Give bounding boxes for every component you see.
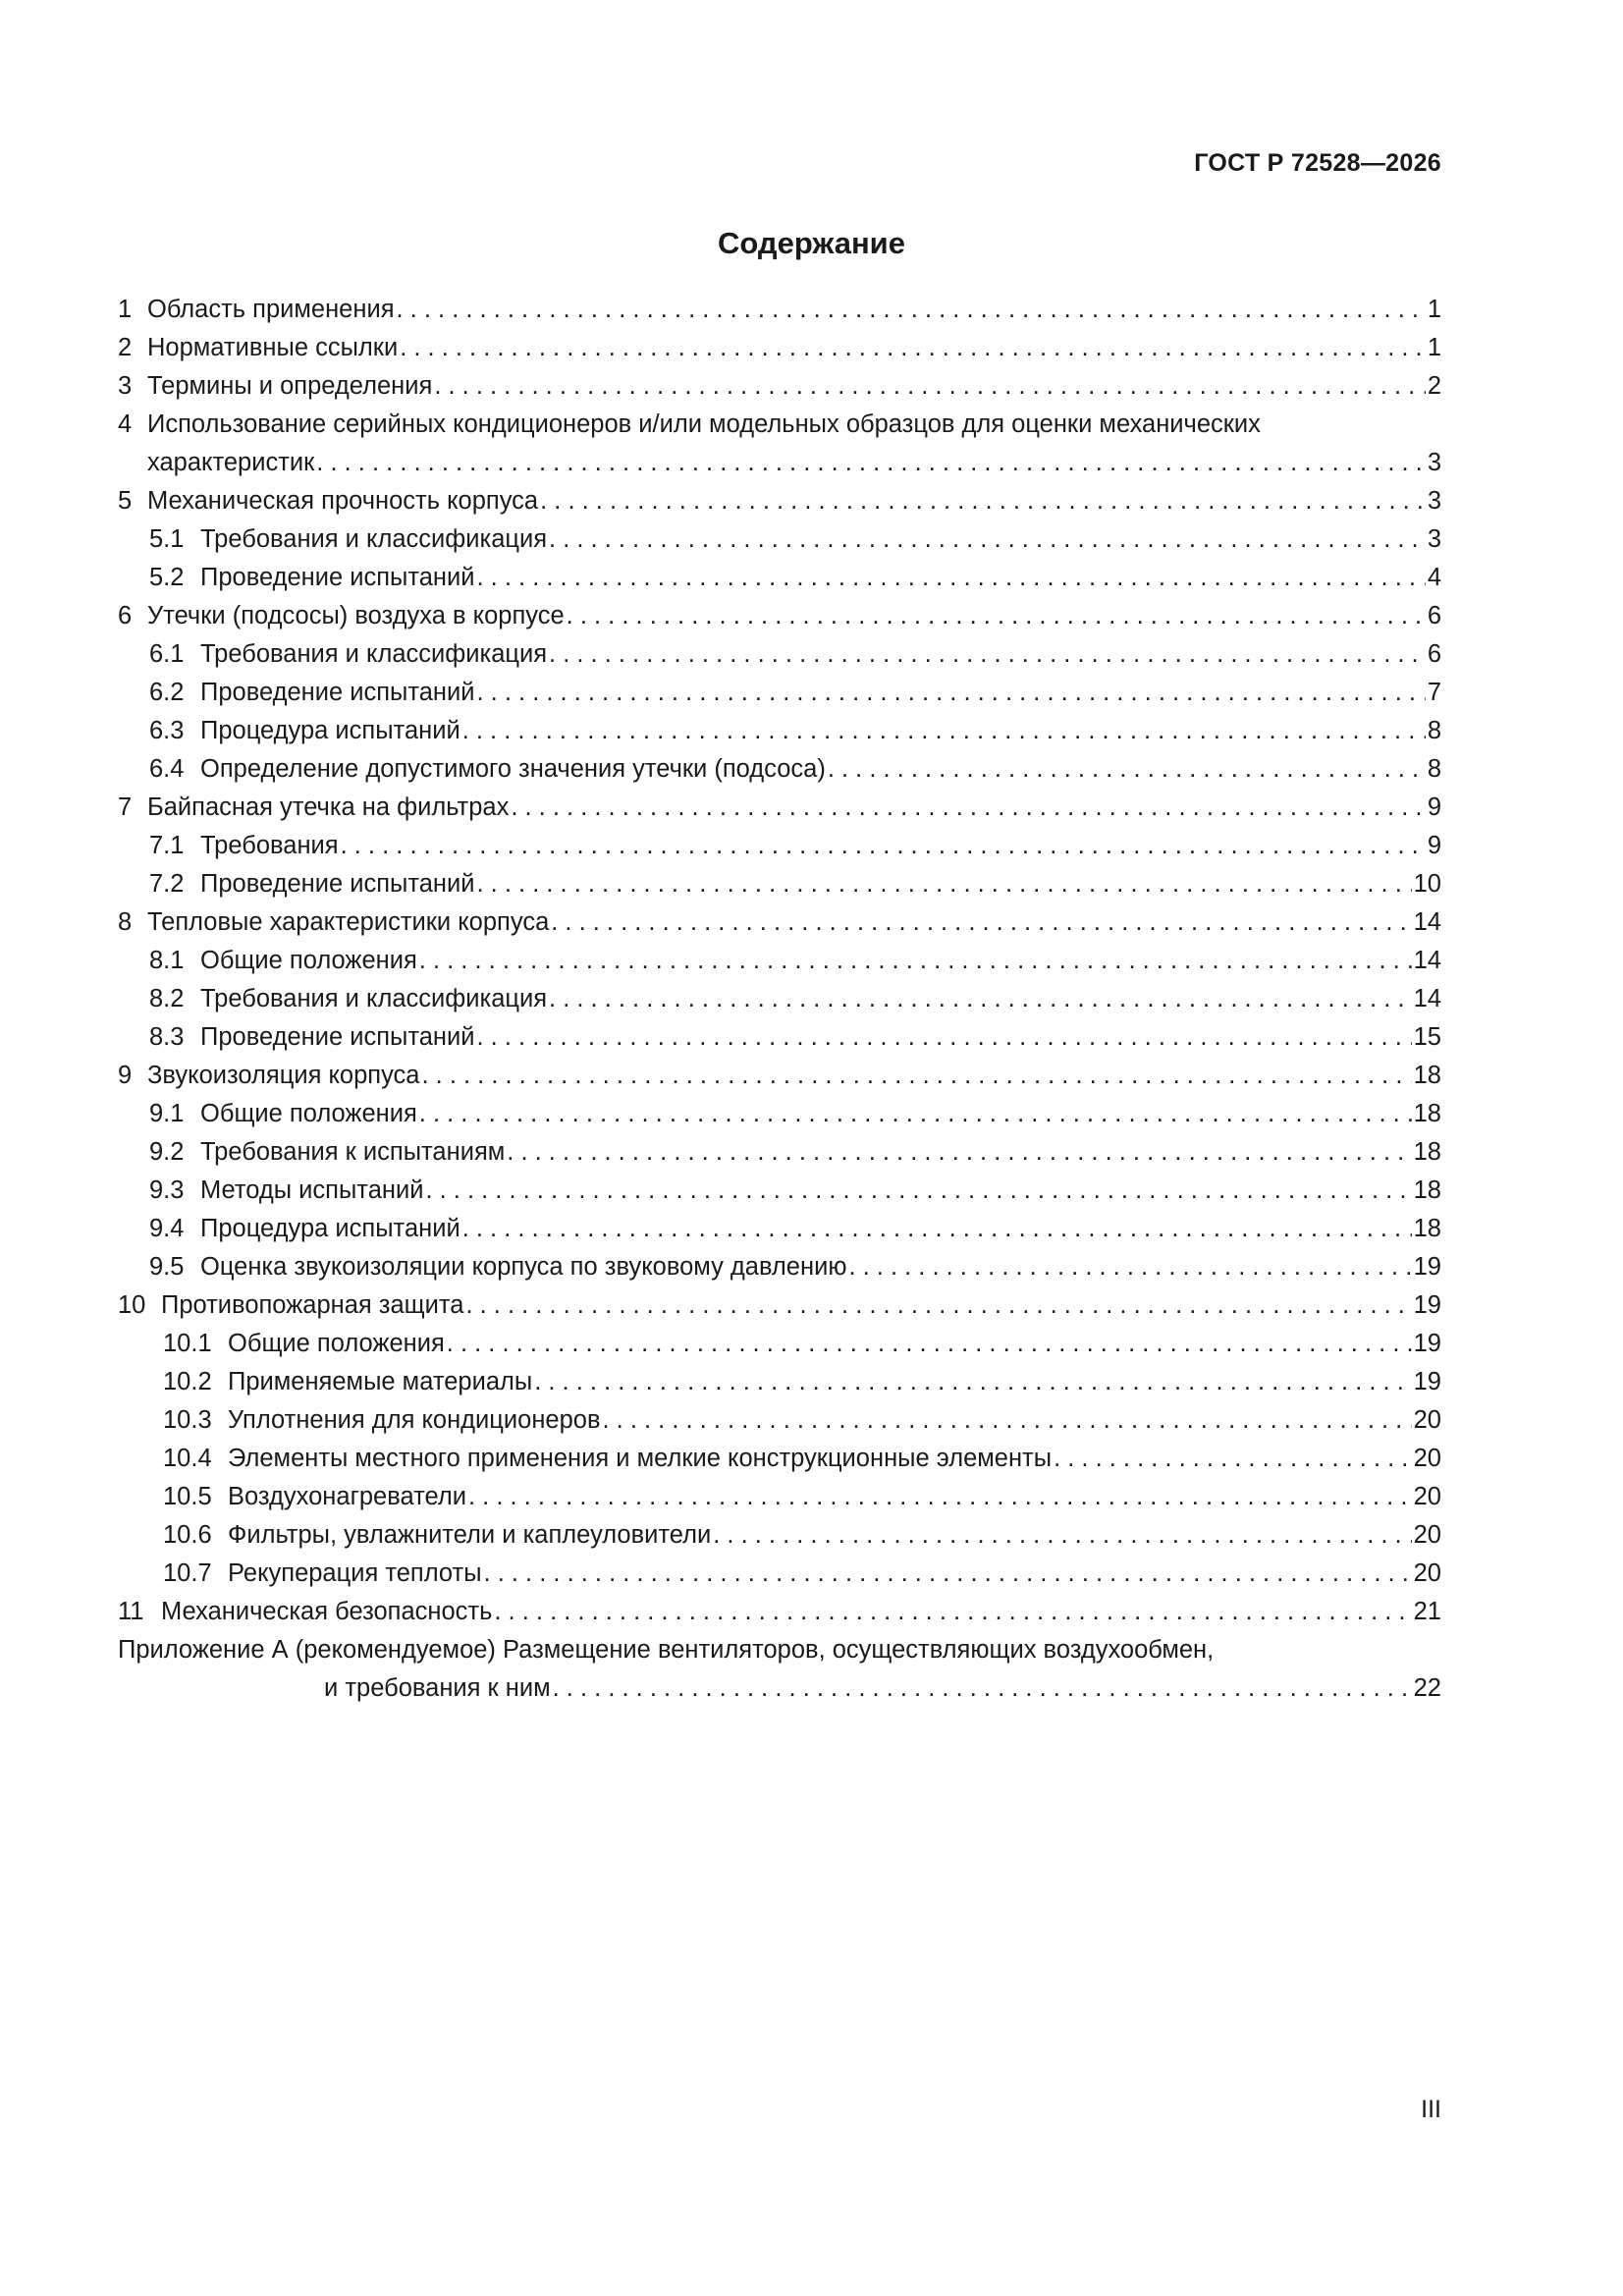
toc-number: 6.4 bbox=[149, 755, 185, 783]
toc-title: Уплотнения для кондиционеров bbox=[228, 1406, 601, 1434]
toc-leader bbox=[509, 789, 1425, 827]
toc-appendix-title: Приложение А (рекомендуемое) Размещение вентиляторов, осуществляющих воздухообмен, bbox=[118, 1636, 1215, 1664]
toc-page: 3 bbox=[1427, 449, 1441, 476]
toc-number: 9 bbox=[118, 1062, 133, 1089]
toc-page: 20 bbox=[1413, 1445, 1441, 1472]
toc-number: 3 bbox=[118, 372, 133, 400]
toc-page: 18 bbox=[1413, 1100, 1441, 1127]
toc-page: 19 bbox=[1413, 1253, 1441, 1281]
toc-title: Методы испытаний bbox=[200, 1176, 424, 1204]
toc-entry[interactable] bbox=[118, 980, 1441, 1018]
toc-title: Рекуперация теплоты bbox=[228, 1559, 482, 1587]
toc-title: Оценка звукоизоляции корпуса по звуковому давлению bbox=[200, 1253, 847, 1281]
toc-title: Требования и классификация bbox=[200, 640, 548, 668]
toc-leader bbox=[314, 444, 1426, 482]
toc-leader bbox=[475, 865, 1412, 903]
toc-title: Общие положения bbox=[228, 1330, 445, 1357]
toc-number: 8.3 bbox=[149, 1023, 185, 1051]
toc-number: 6 bbox=[118, 602, 133, 629]
toc-title: Утечки (подсосы) воздуха в корпусе bbox=[147, 602, 565, 629]
toc-title: Тепловые характеристики корпуса bbox=[147, 908, 550, 936]
toc-title: Требования и классификация bbox=[200, 985, 548, 1012]
toc-page: 8 bbox=[1427, 717, 1441, 744]
toc-page: 6 bbox=[1427, 602, 1441, 629]
toc-title: Общие положения bbox=[200, 1100, 417, 1127]
toc-page: 19 bbox=[1413, 1330, 1441, 1357]
toc-number: 9.2 bbox=[149, 1138, 185, 1166]
page-title: Содержание bbox=[718, 226, 905, 260]
toc-title: Проведение испытаний bbox=[200, 679, 475, 706]
toc-number: 10 bbox=[118, 1291, 146, 1319]
toc-leader bbox=[565, 597, 1426, 635]
toc-leader bbox=[547, 635, 1426, 674]
toc-leader bbox=[711, 1516, 1411, 1555]
toc-page: 3 bbox=[1427, 487, 1441, 515]
toc-page: 3 bbox=[1427, 525, 1441, 553]
toc-number: 10.2 bbox=[163, 1368, 212, 1395]
toc-title: Требования и классификация bbox=[200, 525, 548, 553]
toc-title: Область применения bbox=[147, 296, 395, 323]
toc-page: 6 bbox=[1427, 640, 1441, 668]
toc-title: Процедура испытаний bbox=[200, 1215, 460, 1242]
toc-leader bbox=[417, 1095, 1412, 1133]
toc-leader bbox=[532, 1363, 1411, 1401]
toc-entry[interactable] bbox=[118, 865, 1441, 903]
toc-number: 11 bbox=[118, 1598, 144, 1625]
toc-page: 4 bbox=[1427, 564, 1441, 591]
toc-title: Механическая безопасность bbox=[161, 1598, 493, 1625]
toc-title: Проведение испытаний bbox=[200, 870, 475, 898]
toc-entry[interactable] bbox=[118, 674, 1441, 712]
toc-entry[interactable] bbox=[118, 559, 1441, 597]
toc-number: 7.1 bbox=[149, 832, 185, 859]
toc-entry[interactable] bbox=[118, 1210, 1441, 1248]
toc-page: 8 bbox=[1427, 755, 1441, 783]
toc-page: 18 bbox=[1413, 1138, 1441, 1166]
toc-page: 9 bbox=[1427, 832, 1441, 859]
toc-leader bbox=[547, 520, 1426, 559]
toc-entry[interactable] bbox=[118, 827, 1441, 865]
toc-leader bbox=[417, 942, 1412, 980]
toc-entry[interactable] bbox=[118, 1057, 1441, 1095]
toc-entry[interactable] bbox=[118, 1478, 1441, 1516]
toc-number: 4 bbox=[118, 410, 133, 438]
toc-entry[interactable] bbox=[118, 1401, 1441, 1440]
toc-number: 5 bbox=[118, 487, 133, 515]
toc-leader bbox=[475, 674, 1426, 712]
toc-page: 18 bbox=[1413, 1062, 1441, 1089]
toc-entry[interactable] bbox=[118, 635, 1441, 674]
toc-number: 5.1 bbox=[149, 525, 185, 553]
toc-leader bbox=[475, 559, 1426, 597]
toc-leader bbox=[460, 712, 1426, 750]
toc-leader bbox=[398, 329, 1426, 367]
toc-entry[interactable] bbox=[118, 903, 1441, 942]
toc-entry[interactable] bbox=[118, 367, 1441, 406]
toc-entry[interactable] bbox=[118, 1440, 1441, 1478]
toc-leader bbox=[463, 1286, 1411, 1325]
toc-number: 6.1 bbox=[149, 640, 185, 668]
toc-number: 10.5 bbox=[163, 1483, 212, 1510]
toc-entry[interactable] bbox=[118, 1172, 1441, 1210]
toc-page: 7 bbox=[1427, 679, 1441, 706]
toc-appendix-line1[interactable] bbox=[118, 1631, 1441, 1669]
toc-title: Элементы местного применения и мелкие конструкционные элементы bbox=[228, 1445, 1053, 1472]
toc-number: 5.2 bbox=[149, 564, 185, 591]
document-designation: ГОСТ Р 72528—2026 bbox=[1194, 149, 1441, 177]
toc-appendix-line2[interactable] bbox=[118, 1669, 1441, 1708]
toc-page: 20 bbox=[1413, 1483, 1441, 1510]
toc-title: Общие положения bbox=[200, 947, 417, 974]
toc-page: 1 bbox=[1427, 334, 1441, 361]
toc-title: Механическая прочность корпуса bbox=[147, 487, 539, 515]
toc-leader bbox=[339, 827, 1426, 865]
toc-page: 1 bbox=[1427, 296, 1441, 323]
toc-leader bbox=[419, 1057, 1411, 1095]
toc-page: 14 bbox=[1413, 985, 1441, 1012]
toc-entry[interactable] bbox=[118, 1516, 1441, 1555]
toc-entry[interactable] bbox=[118, 750, 1441, 789]
toc-number: 7.2 bbox=[149, 870, 185, 898]
toc-number: 9.3 bbox=[149, 1176, 185, 1204]
page-number: III bbox=[1421, 2096, 1441, 2123]
toc-number: 6.3 bbox=[149, 717, 185, 744]
toc-leader bbox=[505, 1133, 1411, 1172]
toc-entry[interactable] bbox=[118, 520, 1441, 559]
toc-title: Противопожарная защита bbox=[161, 1291, 464, 1319]
toc-leader bbox=[423, 1172, 1411, 1210]
toc-entry[interactable] bbox=[118, 597, 1441, 635]
toc-leader bbox=[460, 1210, 1412, 1248]
toc-number: 10.4 bbox=[163, 1445, 212, 1472]
toc-entry[interactable] bbox=[118, 1593, 1441, 1631]
toc-entry[interactable] bbox=[118, 1018, 1441, 1057]
toc-page: 21 bbox=[1413, 1598, 1441, 1625]
toc-number: 10.6 bbox=[163, 1521, 212, 1549]
toc-leader bbox=[1052, 1440, 1412, 1478]
toc-appendix-title-continued: и требования к ним bbox=[324, 1674, 551, 1702]
toc-page: 19 bbox=[1413, 1291, 1441, 1319]
toc-title: Процедура испытаний bbox=[200, 717, 460, 744]
toc-page: 19 bbox=[1413, 1368, 1441, 1395]
toc-number: 7 bbox=[118, 793, 133, 821]
toc-leader bbox=[395, 291, 1426, 329]
toc-entry[interactable] bbox=[118, 712, 1441, 750]
toc-leader bbox=[466, 1478, 1412, 1516]
toc-entry[interactable] bbox=[118, 1286, 1441, 1325]
toc-entry[interactable] bbox=[118, 1248, 1441, 1286]
toc-number: 6.2 bbox=[149, 679, 185, 706]
toc-number: 8 bbox=[118, 908, 133, 936]
toc-page: 2 bbox=[1427, 372, 1441, 400]
toc-leader bbox=[547, 980, 1412, 1018]
toc-number: 9.1 bbox=[149, 1100, 185, 1127]
toc-title: Требования bbox=[200, 832, 339, 859]
toc-title: Термины и определения bbox=[147, 372, 433, 400]
toc-title: Проведение испытаний bbox=[200, 1023, 475, 1051]
toc-entry-line2[interactable] bbox=[118, 444, 1441, 482]
toc-entry[interactable] bbox=[118, 1363, 1441, 1401]
toc-entry[interactable] bbox=[118, 482, 1441, 520]
toc-leader bbox=[826, 750, 1426, 789]
toc-page: 10 bbox=[1413, 870, 1441, 898]
toc-page: 14 bbox=[1413, 947, 1441, 974]
toc-leader bbox=[432, 367, 1426, 406]
toc-leader bbox=[549, 903, 1411, 942]
toc-leader bbox=[551, 1669, 1412, 1708]
toc-title-continued: характеристик bbox=[147, 449, 315, 476]
toc-number: 8.2 bbox=[149, 985, 185, 1012]
toc-entry[interactable] bbox=[118, 1325, 1441, 1363]
toc-page: 14 bbox=[1413, 908, 1441, 936]
toc-title: Определение допустимого значения утечки (подсоса) bbox=[200, 755, 826, 783]
toc-page: 9 bbox=[1427, 793, 1441, 821]
toc-page: 18 bbox=[1413, 1176, 1441, 1204]
toc-number: 10.3 bbox=[163, 1406, 212, 1434]
toc-page: 20 bbox=[1413, 1521, 1441, 1549]
toc-leader bbox=[538, 482, 1426, 520]
toc-title: Применяемые материалы bbox=[228, 1368, 533, 1395]
toc-title: Использование серийных кондиционеров и/или модельных образцов для оценки механических bbox=[147, 410, 1261, 438]
toc-page: 20 bbox=[1413, 1406, 1441, 1434]
toc-title: Нормативные ссылки bbox=[147, 334, 399, 361]
toc-page: 22 bbox=[1413, 1674, 1441, 1702]
toc-leader bbox=[482, 1555, 1412, 1593]
toc-entry[interactable] bbox=[118, 789, 1441, 827]
toc-number: 2 bbox=[118, 334, 133, 361]
toc-number: 9.4 bbox=[149, 1215, 185, 1242]
toc-entry-line1[interactable] bbox=[118, 406, 1441, 444]
toc-number: 10.1 bbox=[163, 1330, 212, 1357]
toc-leader bbox=[445, 1325, 1412, 1363]
toc-entry[interactable] bbox=[118, 1095, 1441, 1133]
toc-number: 10.7 bbox=[163, 1559, 212, 1587]
toc-page: 15 bbox=[1413, 1023, 1441, 1051]
toc-title: Звукоизоляция корпуса bbox=[147, 1062, 420, 1089]
toc-page: 20 bbox=[1413, 1559, 1441, 1587]
toc-title: Байпасная утечка на фильтрах bbox=[147, 793, 510, 821]
table-of-contents bbox=[118, 291, 1441, 1708]
toc-title: Воздухонагреватели bbox=[228, 1483, 466, 1510]
toc-leader bbox=[475, 1018, 1412, 1057]
toc-number: 9.5 bbox=[149, 1253, 185, 1281]
toc-number: 8.1 bbox=[149, 947, 185, 974]
toc-entry[interactable] bbox=[118, 942, 1441, 980]
toc-leader bbox=[492, 1593, 1411, 1631]
toc-title: Проведение испытаний bbox=[200, 564, 475, 591]
toc-leader bbox=[601, 1401, 1412, 1440]
toc-leader bbox=[846, 1248, 1411, 1286]
toc-number: 1 bbox=[118, 296, 133, 323]
toc-entry[interactable] bbox=[118, 329, 1441, 367]
toc-title: Фильтры, увлажнители и каплеуловители bbox=[228, 1521, 712, 1549]
toc-title: Требования к испытаниям bbox=[200, 1138, 506, 1166]
toc-entry[interactable] bbox=[118, 291, 1441, 329]
toc-entry[interactable] bbox=[118, 1555, 1441, 1593]
toc-entry[interactable] bbox=[118, 1133, 1441, 1172]
toc-page: 18 bbox=[1413, 1215, 1441, 1242]
